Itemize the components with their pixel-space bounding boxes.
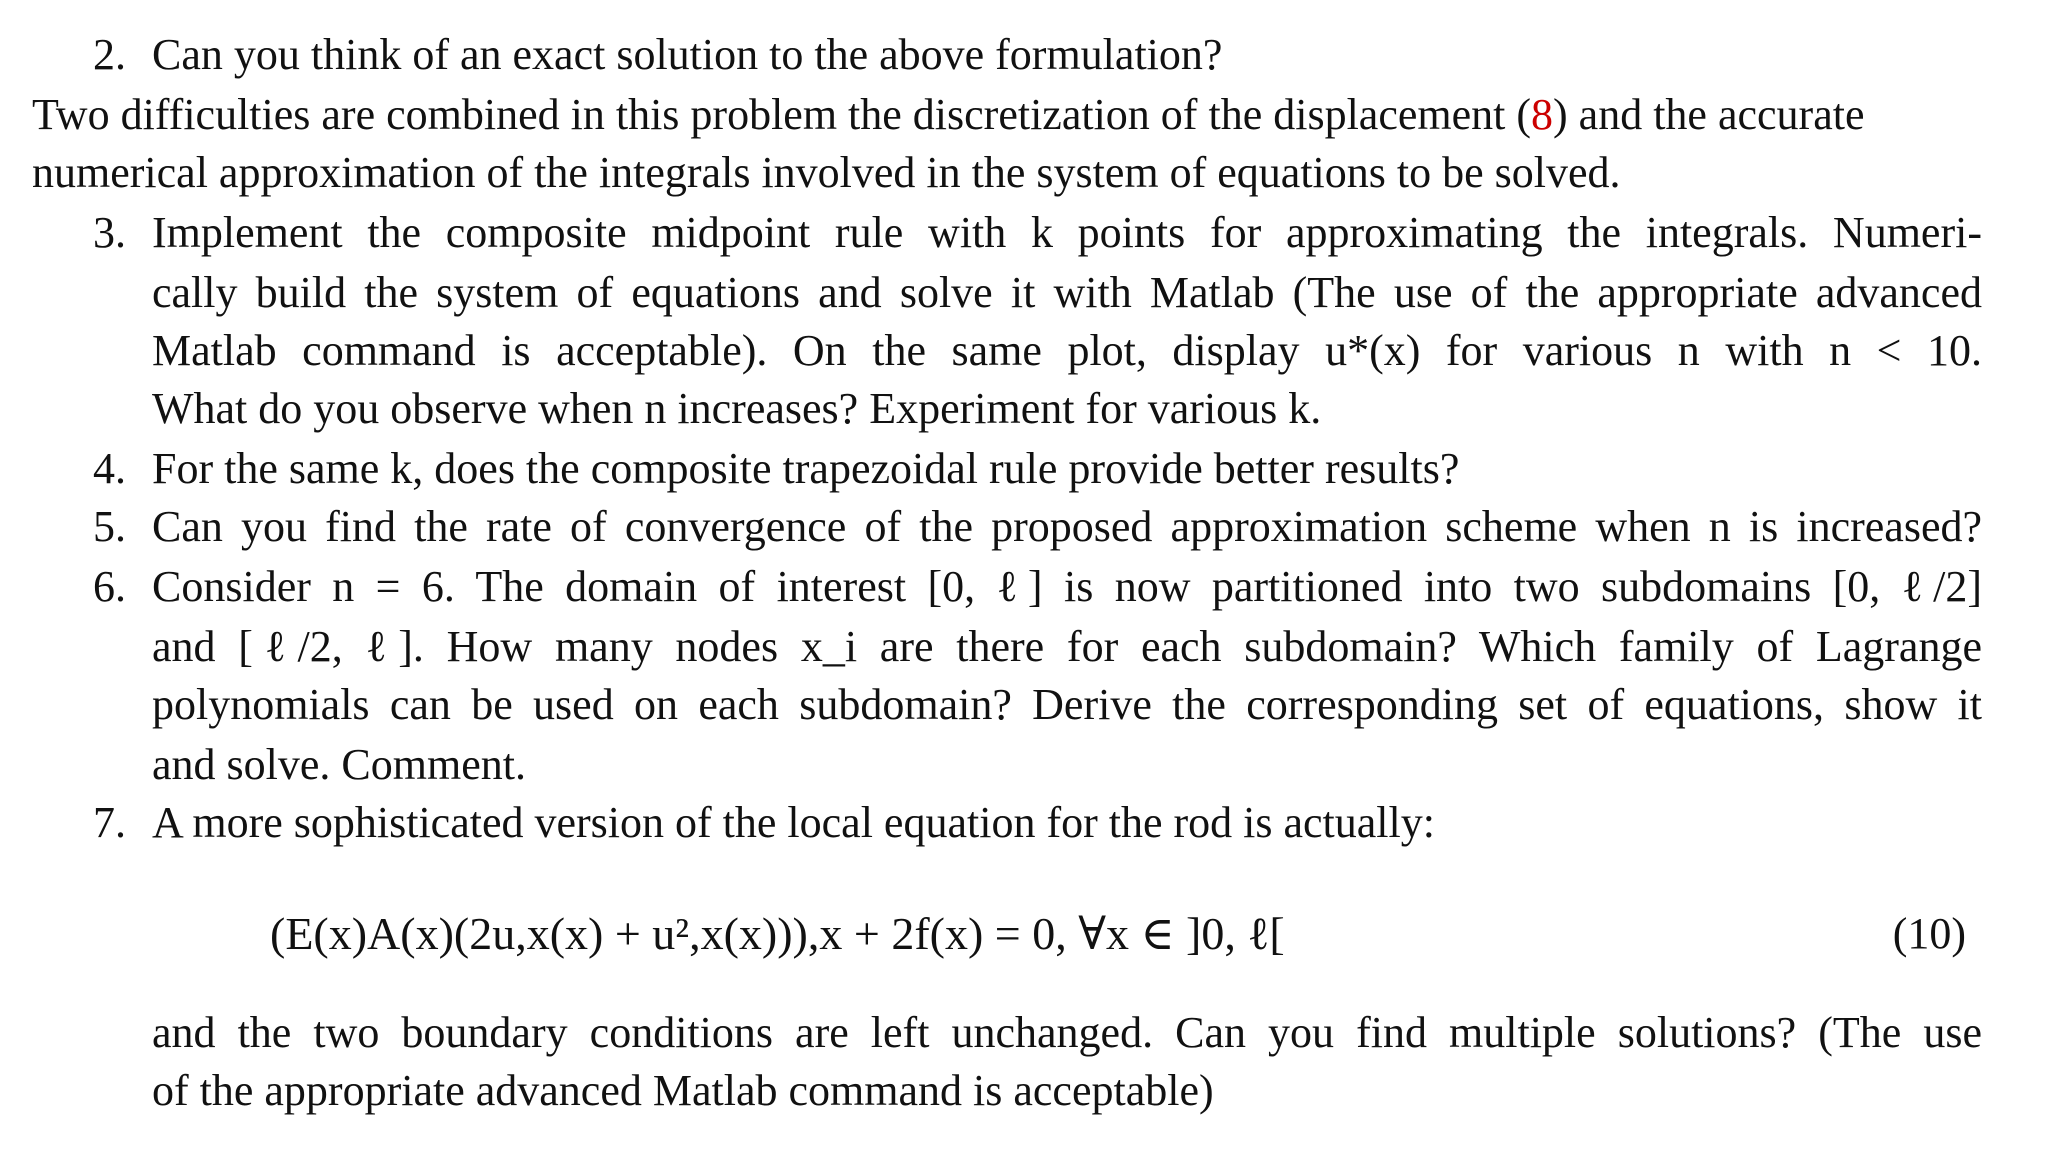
- item-6-line-3: polynomials can be used on each subdomain? Derive the corresponding set of equations, show it: [152, 680, 1982, 729]
- item-3-line-3: Matlab command is acceptable). On the same plot, display u*(x) for various n with n < 10.: [152, 326, 1982, 375]
- item-number-3: 3.: [93, 208, 126, 257]
- item-3-line-1: Implement the composite midpoint rule with k points for approximating the integrals. Numeri-: [152, 208, 1982, 257]
- item-6-line-2: and [ℓ/2, ℓ]. How many nodes x_i are there for each subdomain? Which family of Lagrange: [152, 622, 1982, 671]
- item-number-6: 6.: [93, 562, 126, 611]
- item-5-line-1: Can you find the rate of convergence of the proposed approximation scheme when n is increased?: [152, 502, 1982, 551]
- item-3-line-4: What do you observe when n increases? Experiment for various k.: [152, 384, 1322, 433]
- equation-10: (E(x)A(x)(2u,x(x) + u²,x(x))),x + 2f(x) = 0, ∀x ∈ ]0, ℓ[: [270, 908, 1285, 959]
- item-number-4: 4.: [93, 444, 126, 493]
- paragraph-text-before-ref: Two difficulties are combined in this problem the discretization of the displacement (: [32, 90, 1532, 139]
- item-7-line-1: A more sophisticated version of the local equation for the rod is actually:: [152, 798, 1435, 847]
- closing-line-2: of the appropriate advanced Matlab command is acceptable): [152, 1066, 1214, 1115]
- equation-number: (10): [1892, 909, 1966, 958]
- item-6-line-1: Consider n = 6. The domain of interest [0, ℓ] is now partitioned into two subdomains [0, ℓ/2]: [152, 562, 1982, 611]
- item-4-line-1: For the same k, does the composite trapezoidal rule provide better results?: [152, 444, 1460, 493]
- item-number-2: 2.: [93, 30, 126, 79]
- paragraph-text-after-ref: ) and the accurate: [1553, 90, 1865, 139]
- paragraph-line-2: numerical approximation of the integrals involved in the system of equations to be solved.: [32, 148, 1621, 197]
- paragraph-line-1: [32, 86, 1982, 144]
- item-number-5: 5.: [93, 502, 126, 551]
- item-number-7: 7.: [93, 798, 126, 847]
- equation-reference-link[interactable]: 8: [1531, 90, 1554, 139]
- closing-line-1: and the two boundary conditions are left unchanged. Can you find multiple solutions? (The use: [152, 1008, 1982, 1057]
- item-3-line-2: cally build the system of equations and solve it with Matlab (The use of the appropriate advanced: [152, 268, 1982, 317]
- item-6-line-4: and solve. Comment.: [152, 740, 526, 789]
- item-2-line-1: Can you think of an exact solution to the above formulation?: [152, 30, 1223, 79]
